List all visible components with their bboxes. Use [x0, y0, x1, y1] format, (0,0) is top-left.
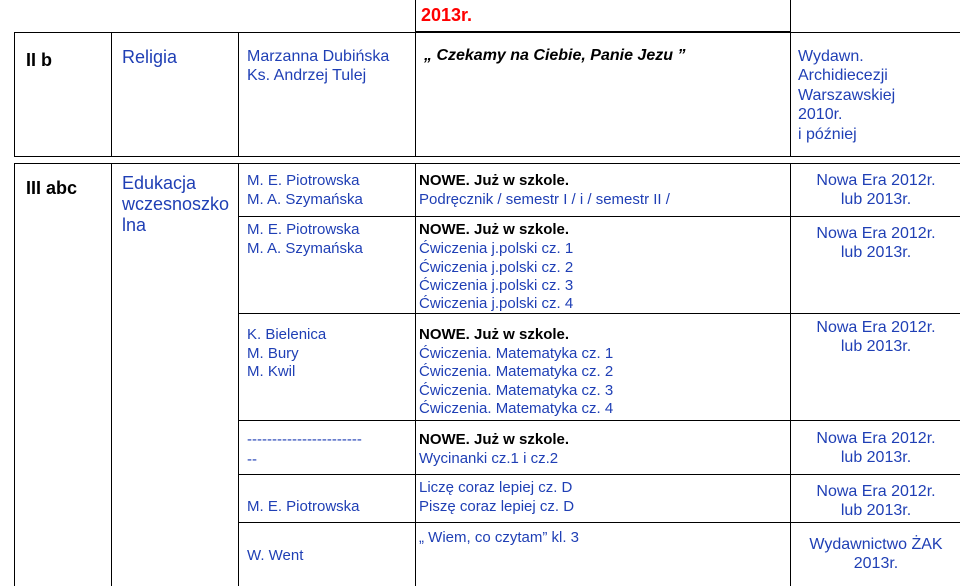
- publisher-line: Nowa Era 2012r.: [816, 430, 936, 447]
- subject-iiiabc-1: Edukacja: [122, 173, 197, 193]
- rule-col-2-left: [111, 32, 112, 156]
- author: K. Bielenica: [247, 326, 327, 343]
- author: --: [247, 451, 257, 468]
- rule-col-2-left: [111, 163, 112, 586]
- book-line: Ćwiczenia. Matematyka cz. 1: [419, 345, 614, 362]
- publisher-line: Nowa Era 2012r.: [816, 319, 936, 336]
- section-header: NOWE. Już w szkole.: [419, 326, 570, 343]
- author: M. Bury: [247, 345, 299, 362]
- rule-col5-g4: [791, 474, 960, 475]
- top-year: 2013r.: [421, 5, 473, 25]
- rule-col5-g1: [791, 216, 960, 217]
- book-line: Wycinanki cz.1 i cz.2: [419, 450, 559, 467]
- book-line: Ćwiczenia. Matematyka cz. 3: [419, 382, 614, 399]
- book-line: Ćwiczenia j.polski cz. 2: [419, 259, 574, 276]
- book-line: Liczę coraz lepiej cz. D: [419, 479, 573, 496]
- book-line: Ćwiczenia. Matematyka cz. 4: [419, 400, 614, 417]
- author-iib-2: Ks. Andrzej Tulej: [247, 67, 367, 84]
- publisher-line: lub 2013r.: [840, 338, 912, 355]
- publisher-iib-5: i później: [798, 126, 857, 143]
- book-line: Ćwiczenia j.polski cz. 1: [419, 240, 574, 257]
- author: -----------------------: [247, 431, 362, 448]
- publisher-line: lub 2013r.: [840, 244, 912, 261]
- book-line: Ćwiczenia j.polski cz. 4: [419, 295, 574, 312]
- author: M. E. Piotrowska: [247, 498, 360, 515]
- rule-col-5-left: [790, 0, 791, 156]
- rule-group-5-bottom: [239, 522, 791, 523]
- class-iib: II b: [26, 50, 52, 70]
- book-line: Podręcznik / semestr I / i / semestr II /: [419, 191, 670, 208]
- rule-col5-g2: [791, 313, 960, 314]
- author-iib-1: Marzanna Dubińska: [247, 48, 390, 65]
- publisher-line: Nowa Era 2012r.: [816, 172, 936, 189]
- rule-row-iib-bottom: [14, 156, 960, 157]
- publisher-iib-3: Warszawskiej: [798, 87, 896, 104]
- publisher-line: lub 2013r.: [840, 502, 912, 519]
- rule-col5-g5: [791, 522, 960, 523]
- rule-col-3-left: [238, 32, 239, 156]
- author: M. E. Piotrowska: [247, 221, 360, 238]
- publisher-line: 2013r.: [853, 555, 899, 572]
- author: M. E. Piotrowska: [247, 172, 360, 189]
- book-line: „ Wiem, co czytam” kl. 3: [419, 529, 580, 546]
- subject-iiiabc-2: wczesnoszko: [122, 194, 230, 214]
- book-line: Ćwiczenia j.polski cz. 3: [419, 277, 574, 294]
- class-iiiabc: III abc: [26, 178, 78, 198]
- book-line: Ćwiczenia. Matematyka cz. 2: [419, 363, 614, 380]
- publisher-iib-1: Wydawn.: [798, 48, 864, 65]
- publisher-line: Nowa Era 2012r.: [816, 225, 936, 242]
- rule-col-1-left: [14, 32, 15, 156]
- rule-group-1-bottom: [239, 216, 791, 217]
- section-header: NOWE. Już w szkole.: [419, 431, 570, 448]
- rule-group-2-bottom: [239, 313, 791, 314]
- section-header: NOWE. Już w szkole.: [419, 221, 570, 238]
- rule-group-4-bottom: [239, 474, 791, 475]
- rule-group-3-bottom: [239, 420, 791, 421]
- rule-col-1-left: [14, 163, 15, 586]
- subject-iiiabc-3: lna: [122, 215, 147, 235]
- publisher-line: Nowa Era 2012r.: [816, 483, 936, 500]
- title-iib: „ Czekamy na Ciebie, Panie Jezu ”: [424, 47, 686, 64]
- rule-col-4-left: [415, 0, 416, 156]
- rule-col5-g3: [791, 420, 960, 421]
- rule-row-iiiabc-top: [14, 163, 960, 164]
- publisher-line: Wydawnictwo ŻAK: [809, 536, 943, 553]
- subject-iib: Religia: [122, 47, 178, 67]
- author: M. A. Szymańska: [247, 240, 363, 257]
- publisher-line: lub 2013r.: [840, 449, 912, 466]
- section-header: NOWE. Już w szkole.: [419, 172, 570, 189]
- publisher-line: lub 2013r.: [840, 191, 912, 208]
- author: M. A. Szymańska: [247, 191, 363, 208]
- publisher-iib-2: Archidiecezji: [798, 67, 888, 84]
- rule-row-iib-top: [14, 32, 960, 33]
- book-line: Piszę coraz lepiej cz. D: [419, 498, 575, 515]
- author: W. Went: [247, 547, 304, 564]
- author: M. Kwil: [247, 363, 296, 380]
- publisher-iib-4: 2010r.: [798, 106, 843, 123]
